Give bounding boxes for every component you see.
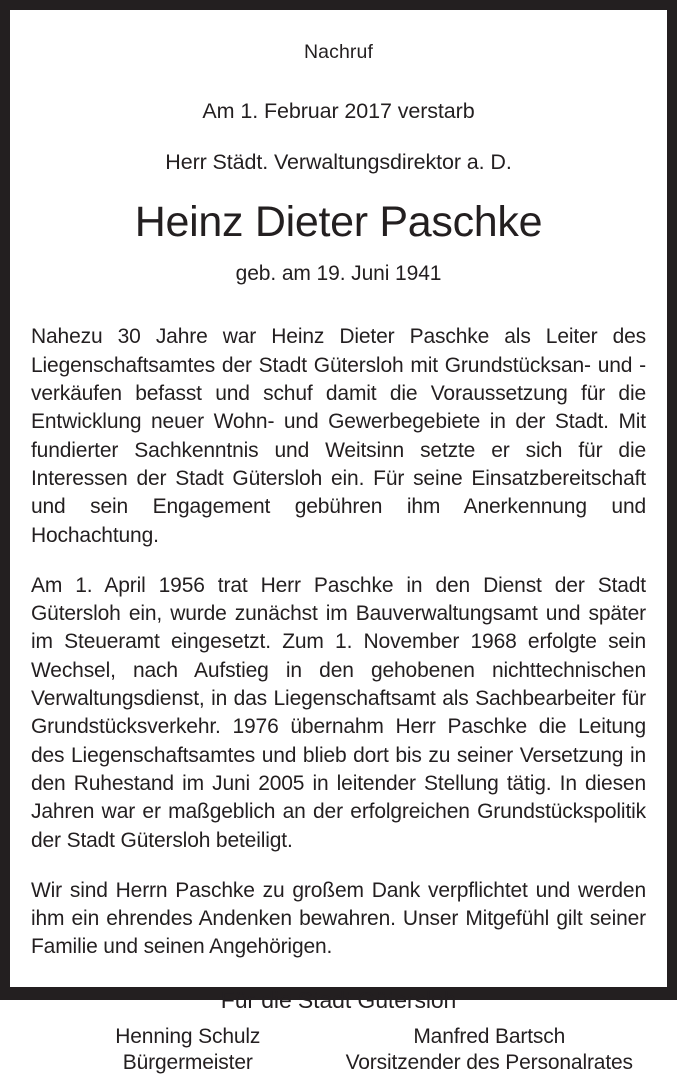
obituary-footer — [31, 987, 646, 1076]
deceased-title-line: Herr Städt. Verwaltungsdirektor a. D. — [165, 150, 512, 175]
body-paragraph: Nahezu 30 Jahre war Heinz Dieter Paschke als Leiter des Liegenschaftsamtes der Stadt Gütersloh mit Grundstücksan- und -verkäufen befasst und schuf damit die Voraussetzung für die Entwicklung neuer Wohn- und Gewerbegebiete in der Stadt. Mit fundierter Sachkenntnis und Weitsinn setzte er sich für die Interessen der Stadt Gütersloh ein. Für seine Einsatzbereitschaft und sein Engagement gebühren ihm Anerkennung und Hochachtung. — [31, 325, 646, 547]
obituary-header — [31, 41, 646, 286]
signatory-name: Henning Schulz — [115, 1025, 261, 1049]
body-paragraph: Wir sind Herrn Paschke zu großem Dank verpflichtet und werden ihm ein ehrendes Andenken bewahren. Unser Mitgefühl gilt seiner Familie und seinen Angehörigen. — [31, 878, 646, 959]
deceased-name: Heinz Dieter Paschke — [134, 197, 543, 246]
obituary-notice-card — [10, 10, 667, 1075]
signatory — [37, 1024, 339, 1076]
obituary-body — [31, 323, 646, 961]
signatory-list — [31, 1024, 646, 1076]
signatory-role: Vorsitzender des Personalrates — [345, 1051, 633, 1075]
body-paragraph: Am 1. April 1956 trat Herr Paschke in den Dienst der Stadt Gütersloh ein, wurde zunächst im Bauverwaltungsamt und später im Steueramt eingesetzt. Zum 1. November 1968 erfolgte sein Wechsel, nach Aufstieg in den gehobenen nichttechnischen Verwaltungsdienst, in das Liegenschaftsamt als Sachbearbeiter für Grundstücksverkehr. 1976 übernahm Herr Paschke die Leitung des Liegenschaftsamtes und blieb dort bis zu seiner Versetzung in den Ruhestand im Juni 2005 in leitender Stellung tätig. In diesen Jahren war er maßgeblich an der erfolgreichen Grundstückspolitik der Stadt Gütersloh beteiligt. — [31, 573, 646, 852]
notice-kind-label: Nachruf — [304, 41, 373, 63]
signatory — [339, 1024, 641, 1076]
death-date-line: Am 1. Februar 2017 verstarb — [202, 99, 475, 124]
signatory-name: Manfred Bartsch — [413, 1025, 566, 1049]
signatory-role: Bürgermeister — [122, 1051, 253, 1075]
footer-heading: Für die Stadt Gütersloh — [220, 986, 457, 1013]
birth-date-line: geb. am 19. Juni 1941 — [235, 262, 442, 286]
